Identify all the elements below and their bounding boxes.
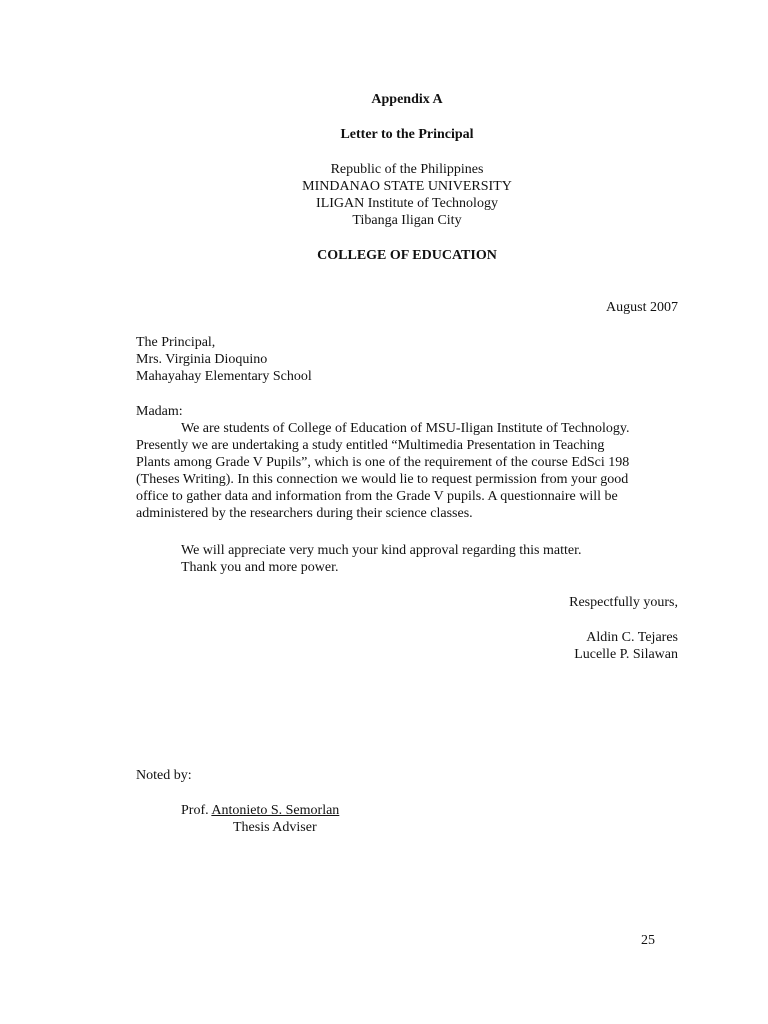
adviser-line [181,802,339,819]
body-line: administered by the researchers during their science classes. [136,506,473,521]
adviser-prefix: Prof. [181,803,209,818]
body-line: office to gather data and information from the Grade V pupils. A questionnaire will be [136,489,618,504]
letter-title: Letter to the Principal [340,127,474,142]
letter-date: August 2007 [606,300,678,315]
salutation: Madam: [136,404,183,419]
signer-name: Aldin C. Tejares [586,630,678,645]
recipient-name: Mrs. Virginia Dioquino [136,352,268,367]
page-number: 25 [641,933,655,948]
closing-text: Respectfully yours, [569,595,678,610]
body-paragraph-1 [136,420,681,522]
noted-by-label: Noted by: [136,768,192,783]
header-city: Tibanga Iligan City [352,213,462,228]
body-line: We are students of College of Education of MSU-Iligan Institute of Technology. [181,421,630,436]
appendix-title: Appendix A [371,92,443,107]
body-line: We will appreciate very much your kind approval regarding this matter. [181,543,582,558]
college-name: COLLEGE OF EDUCATION [317,248,497,263]
header-university: MINDANAO STATE UNIVERSITY [302,179,512,194]
body-paragraph-2 [136,542,681,576]
body-line: Presently we are undertaking a study entitled “Multimedia Presentation in Teaching [136,438,605,453]
recipient-title: The Principal, [136,335,216,350]
header-republic: Republic of the Philippines [330,162,484,177]
body-line: (Theses Writing). In this connection we would lie to request permission from your good [136,472,629,487]
body-line: Plants among Grade V Pupils”, which is one of the requirement of the course EdSci 198 [136,455,630,470]
signer-name: Lucelle P. Silawan [574,647,678,662]
header-institute: ILIGAN Institute of Technology [316,196,498,211]
body-line: Thank you and more power. [181,560,339,575]
recipient-school: Mahayahay Elementary School [136,369,312,384]
adviser-role: Thesis Adviser [233,820,317,835]
adviser-name: Antonieto S. Semorlan [211,803,340,818]
